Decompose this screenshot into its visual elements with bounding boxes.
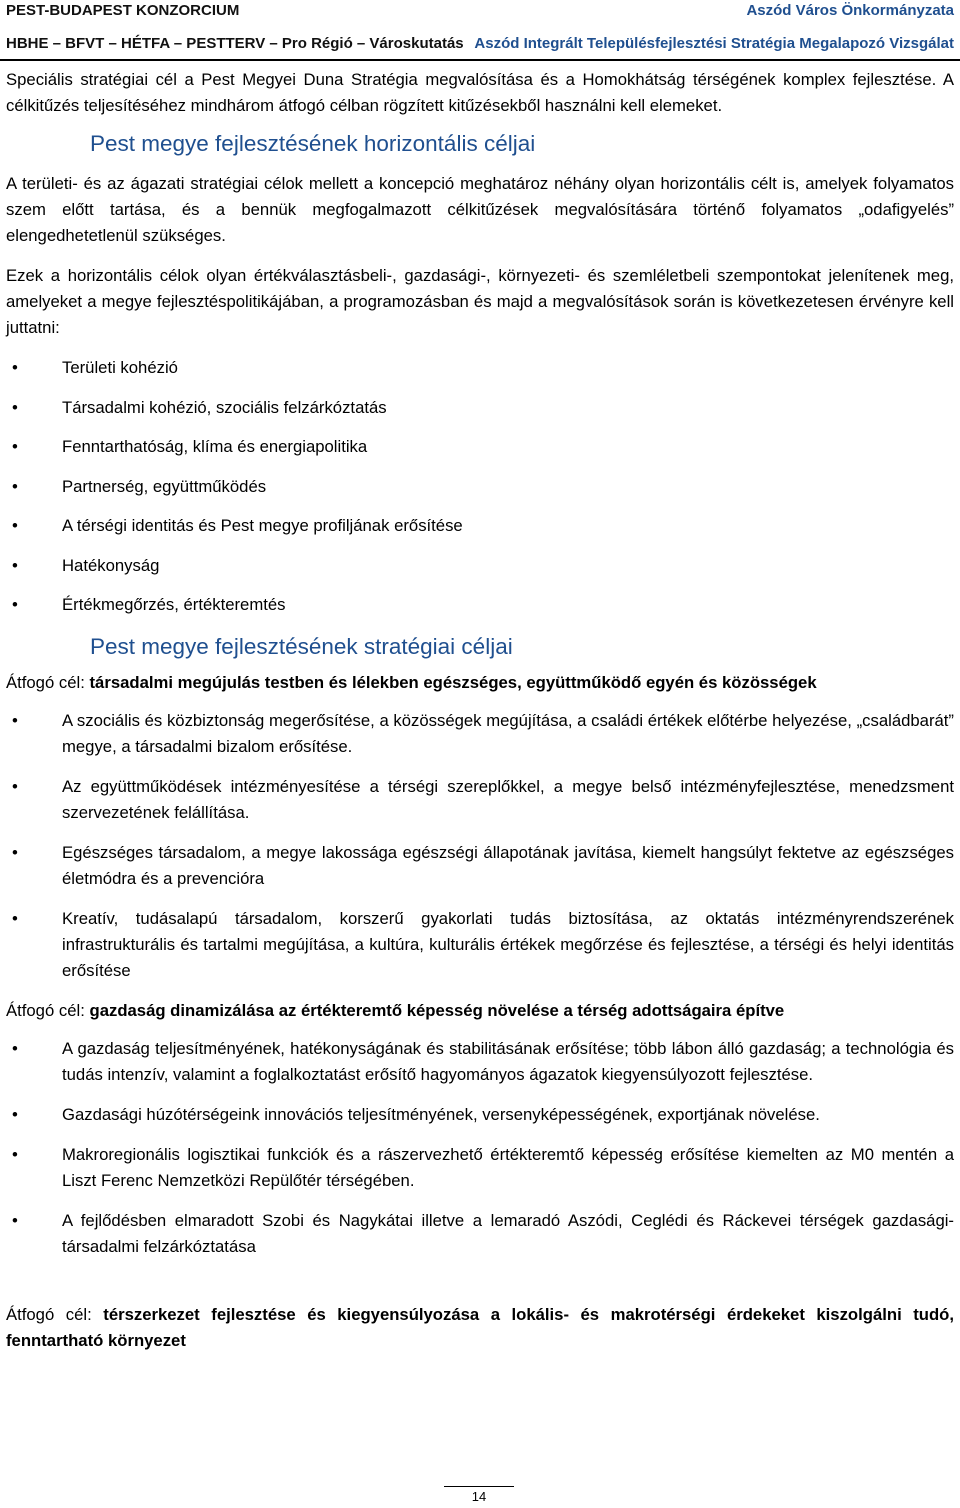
bullet-icon: •	[12, 1144, 18, 1164]
horizontal-paragraph-2: Ezek a horizontális célok olyan értékválasztásbeli-, gazdasági-, környezeti- és szemléletbeli szempontokat jelenítenek meg, amelyeket a megye fejlesztéspolitikájában, a programozásban és majd a megvalósítások során is következetesen érvényre kell juttatni:	[6, 266, 954, 337]
page-content	[6, 67, 954, 1366]
goal-1-list	[6, 708, 954, 984]
partners-list: HBHE – BFVT – HÉTFA – PESTTERV – Pro Régió – Városkutatás	[6, 35, 464, 52]
overarching-goal-1: Átfogó cél: társadalmi megújulás testben és lélekben egészséges, együttműködő egyén és közösségek	[6, 672, 817, 692]
bullet-icon: •	[12, 710, 18, 730]
bullet-icon: •	[12, 908, 18, 928]
bullet-icon: •	[12, 555, 18, 575]
horizontal-paragraph-1: A területi- és az ágazati stratégiai célok mellett a koncepció meghatároz néhány olyan horizontális célt is, amelyek folyamatos szem előtt tartása, és a bennük megfogalmazott célkitűzések megvalósítására történő folyamatos „odafigyelés” elengedhetetlenül szükséges.	[6, 174, 954, 245]
bullet-icon: •	[12, 776, 18, 796]
section-heading-horizontal: Pest megye fejlesztésének horizontális céljai	[90, 131, 536, 156]
bullet-icon: •	[12, 1104, 18, 1124]
municipality-name: Aszód Város Önkormányzata	[746, 2, 954, 19]
list-item: • Gazdasági húzótérségeink innovációs teljesítményének, versenyképességének, exportjának növelése.	[6, 1102, 954, 1128]
header-row-2	[6, 35, 954, 53]
bullet-icon: •	[12, 1210, 18, 1230]
list-item: • A gazdaság teljesítményének, hatékonyságának és stabilitásának erősítése; több lábon álló gazdaság; a technológia és tudás intenzív, valamint a foglalkoztatást erősítő hagyományos ágazatok kiegyensúlyozott fejlesztése.	[6, 1036, 954, 1088]
list-item: • A szociális és közbiztonság megerősítése, a közösségek megújítása, a családi értékek előtérbe helyezése, „családbarát” megye, a társadalmi bizalom erősítése.	[6, 708, 954, 760]
list-item: • Társadalmi kohézió, szociális felzárkóztatás	[6, 395, 954, 435]
list-item: • Értékmegőrzés, értékteremtés	[6, 592, 954, 632]
list-item: • A térségi identitás és Pest megye profiljának erősítése	[6, 513, 954, 553]
list-item: • Az együttműködések intézményesítése a térségi szereplőkkel, a megye belső intézményfejlesztése, menedzsment szervezetének felállítása.	[6, 774, 954, 826]
list-item: • Hatékonyság	[6, 553, 954, 593]
list-item: • Egészséges társadalom, a megye lakossága egészségi állapotának javítása, kiemelt hangsúlyt fektetve az egészséges életmódra és a prevencióra	[6, 840, 954, 892]
list-item: • Területi kohézió	[6, 355, 954, 395]
bullet-icon: •	[12, 516, 18, 535]
page-number-divider	[444, 1486, 514, 1487]
list-item: • Makroregionális logisztikai funkciók és a rászervezhető értékteremtő képesség erősítése kiemelten az M0 mentén a Liszt Ferenc Nemzetközi Repülőtér térségében.	[6, 1142, 954, 1194]
goal-2-list	[6, 1036, 954, 1260]
bullet-icon: •	[12, 1038, 18, 1058]
section-heading-strategic: Pest megye fejlesztésének stratégiai céljai	[90, 633, 513, 659]
consortium-name: PEST-BUDAPEST KONZORCIUM	[6, 2, 240, 19]
bullet-icon: •	[12, 595, 18, 614]
document-title: Aszód Integrált Településfejlesztési Stratégia Megalapozó Vizsgálat	[474, 35, 954, 52]
list-item: • Kreatív, tudásalapú társadalom, korszerű gyakorlati tudás biztosítása, az oktatás intézményrendszerének infrastrukturális és tartalmi megújítása, a kultúra, kulturális értékek megőrzése és fejlesztése, a térségi és helyi identitás erősítése	[6, 906, 954, 984]
bullet-icon: •	[12, 842, 18, 862]
bullet-icon: •	[12, 358, 18, 377]
overarching-goal-2: Átfogó cél: gazdaság dinamizálása az értékteremtő képesség növelése a térség adottságaira építve	[6, 1000, 785, 1020]
list-item: • A fejlődésben elmaradott Szobi és Nagykátai illetve a lemaradó Aszódi, Ceglédi és Ráckevei térségek gazdasági-társadalmi felzárkóztatása	[6, 1208, 954, 1260]
list-item: • Partnerség, együttműködés	[6, 474, 954, 514]
bullet-icon: •	[12, 476, 18, 496]
page-number: 14	[471, 1489, 487, 1504]
horizontal-goals-list	[6, 355, 954, 632]
overarching-goal-3: Átfogó cél: térszerkezet fejlesztése és kiegyensúlyozása a lokális- és makrotérségi érdekeket kiszolgálni tudó, fenntartható környezet	[6, 1304, 954, 1350]
list-item: • Fenntarthatóság, klíma és energiapolitika	[6, 434, 954, 474]
intro-paragraph: Speciális stratégiai cél a Pest Megyei Duna Stratégia megvalósítása és a Homokhátság térségének komplex fejlesztése. A célkitűzés teljesítéséhez mindhárom átfogó célban rögzített kitűzésekből használni kell elemeket.	[6, 70, 954, 115]
bullet-icon: •	[12, 437, 18, 456]
bullet-icon: •	[12, 397, 18, 417]
header-divider	[0, 59, 960, 61]
header-row-1	[6, 2, 954, 20]
